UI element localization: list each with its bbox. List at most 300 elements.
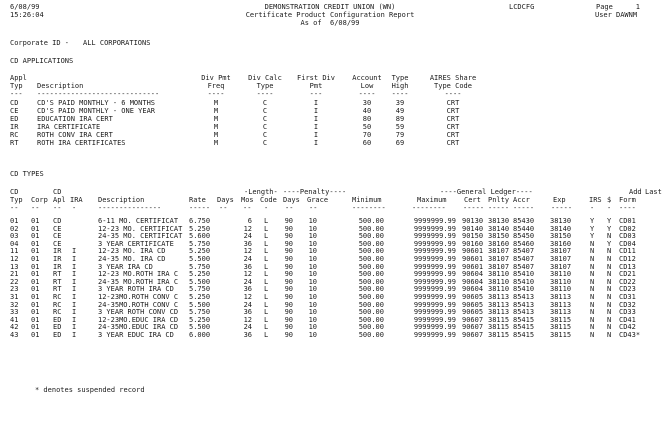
cell-rate: 5.250 <box>189 270 211 279</box>
cell-mos: 36 <box>243 239 252 248</box>
cell-cd-apl: ED <box>53 315 62 324</box>
cell-mos: 24 <box>243 300 252 309</box>
cell-ira: I <box>72 300 77 309</box>
user-id: DAWNM <box>616 11 638 19</box>
col-irs-header: IRS <box>589 196 602 204</box>
cell-minimum: 500.00 <box>358 277 384 286</box>
cell-add-dollar: Y <box>607 239 612 248</box>
col-div-calc-header: Type <box>256 82 274 90</box>
dash-rule: ----------------------------- <box>37 90 160 98</box>
cell-cd-apl: IR <box>53 255 62 263</box>
cell-div-pmt-freq: M <box>213 107 219 115</box>
cell-account-low: 40 <box>362 107 372 115</box>
cell-cd-type: 41 <box>10 315 19 324</box>
cell-irs: N <box>590 331 595 339</box>
page-label: Page <box>596 3 613 11</box>
cell-irs: N <box>590 247 595 256</box>
cell-gl-accr: 85413 <box>513 308 535 317</box>
cell-mos: 24 <box>243 323 252 332</box>
cell-gl-cert: 90160 <box>462 239 484 248</box>
cell-maximum: 9999999.99 <box>413 293 456 301</box>
cell-add-dollar: N <box>607 293 612 301</box>
col-form-header: Form <box>619 196 636 204</box>
cell-irs: N <box>590 323 595 332</box>
cell-cd-apl: RT <box>53 277 62 286</box>
cell-corp: 01 <box>31 331 40 339</box>
cell-aires-code: CRT <box>446 123 460 131</box>
last-group-header: Last <box>645 188 662 196</box>
cell-minimum: 500.00 <box>358 217 384 225</box>
cell-grace: 10 <box>308 300 317 309</box>
dash-rule: - <box>590 204 595 212</box>
col-pnlty-header: Pnlty <box>488 196 510 204</box>
cell-last-form: CD11 <box>619 247 636 256</box>
cell-mos: 12 <box>243 293 252 301</box>
cell-penalty-days: 90 <box>284 331 293 339</box>
cell-grace: 10 <box>308 232 317 241</box>
dash-rule: -- <box>10 204 19 212</box>
cell-description: 6-11 MO. CERTIFICAT <box>98 217 179 225</box>
cell-corp: 01 <box>31 270 40 279</box>
cell-aires-code: CRT <box>446 99 460 107</box>
report-title: Certificate Product Configuration Report <box>245 11 415 19</box>
cell-rate: 5.500 <box>189 255 211 263</box>
col-cd-header: CD <box>10 188 19 196</box>
cell-description: 3 YEAR ROTH IRA CD <box>98 285 174 294</box>
cell-penalty-days: 90 <box>284 285 293 294</box>
cell-gl-cert: 90607 <box>462 331 484 339</box>
applications-title: CD APPLICATIONS <box>10 57 74 65</box>
cell-cd-type: 21 <box>10 270 19 279</box>
cell-div-calc-type: C <box>262 123 268 131</box>
cell-code: L <box>264 331 269 339</box>
cell-add-dollar: N <box>607 300 612 309</box>
cell-penalty-days: 90 <box>284 300 293 309</box>
cell-gl-pnlty: 38113 <box>488 308 510 317</box>
cell-last-form: CD22 <box>619 277 636 286</box>
dash-rule: - <box>264 204 269 212</box>
cell-code: L <box>264 323 269 332</box>
cell-gl-cert: 90605 <box>462 308 484 317</box>
cell-cd-type: 01 <box>10 217 19 225</box>
as-of-date: As of 6/08/99 <box>300 19 360 27</box>
cell-corp: 01 <box>31 232 40 241</box>
cell-rate: 5.600 <box>189 232 211 241</box>
col-ira-header: IRA <box>70 196 83 204</box>
cell-aires-code: CRT <box>446 107 460 115</box>
cell-grace: 10 <box>308 247 317 256</box>
cell-gl-pnlty: 38115 <box>488 315 510 324</box>
cell-aires-code: CRT <box>446 131 460 139</box>
user-label: User <box>595 11 612 19</box>
cell-gl-exp: 38110 <box>550 277 572 286</box>
cell-penalty-days: 90 <box>284 277 293 286</box>
cell-cd-type: 33 <box>10 308 19 317</box>
dash-rule: ---- <box>358 90 376 98</box>
col-corp-header: Corp <box>31 196 48 204</box>
cell-gl-exp: 38140 <box>550 224 572 233</box>
cell-maximum: 9999999.99 <box>413 239 456 248</box>
cell-corp: 01 <box>31 217 40 225</box>
cell-mos: 36 <box>243 285 252 294</box>
cell-gl-exp: 38113 <box>550 300 572 309</box>
cell-add-dollar: N <box>607 262 612 271</box>
cell-corp: 01 <box>31 300 40 309</box>
cell-corp: 01 <box>31 323 40 332</box>
cell-last-form: CD43* <box>619 331 641 339</box>
cell-add-dollar: N <box>607 308 612 317</box>
cell-penalty-days: 90 <box>284 315 293 324</box>
cell-gl-cert: 90607 <box>462 315 484 324</box>
cell-ira: I <box>72 262 77 271</box>
cell-gl-cert: 90605 <box>462 293 484 301</box>
cell-account-low: 50 <box>362 123 372 131</box>
cell-gl-cert: 90140 <box>462 224 484 233</box>
cell-minimum: 500.00 <box>358 293 384 301</box>
cell-description: 24-35MO.EDUC IRA CD <box>98 323 179 332</box>
cell-mos: 12 <box>243 315 252 324</box>
cell-last-form: CD32 <box>619 300 636 309</box>
cell-gl-cert: 90130 <box>462 217 484 225</box>
cell-gl-pnlty: 38113 <box>488 300 510 309</box>
cell-gl-exp: 38115 <box>550 331 572 339</box>
cell-rate: 5.250 <box>189 247 211 256</box>
cell-cd-type: 12 <box>10 255 19 263</box>
cell-description: 24-35 MO. IRA CD <box>98 255 166 263</box>
col-description-header: Description <box>98 196 145 204</box>
cell-last-form: CD04 <box>619 239 636 248</box>
cell-gl-exp: 38110 <box>550 270 572 279</box>
cell-add-dollar: Y <box>607 224 612 233</box>
dash-rule: -------- <box>352 204 386 212</box>
cell-description: 12-23 MO. CERTIFICAT <box>98 224 183 233</box>
cell-penalty-days: 90 <box>284 270 293 279</box>
cell-last-form: CD31 <box>619 293 636 301</box>
cell-gl-cert: 90604 <box>462 277 484 286</box>
cell-gl-pnlty: 38115 <box>488 323 510 332</box>
cell-corp: 01 <box>31 293 40 301</box>
cell-cd-apl: IR <box>53 262 62 271</box>
cell-cd-type: 03 <box>10 232 19 241</box>
cell-div-pmt-freq: M <box>213 131 219 139</box>
cell-cd-type: 04 <box>10 239 19 248</box>
cell-gl-exp: 38107 <box>550 247 572 256</box>
cell-cd-apl: CE <box>53 239 62 248</box>
dash-rule: -- <box>285 204 294 212</box>
gl-group-header: ----General Ledger---- <box>440 188 533 196</box>
cell-account-low: 60 <box>362 139 372 147</box>
cell-cd-type: 22 <box>10 277 19 286</box>
cell-code: L <box>264 247 269 256</box>
cell-grace: 10 <box>308 315 317 324</box>
cell-corp: 01 <box>31 277 40 286</box>
cell-last-form: CD02 <box>619 224 636 233</box>
cell-gl-exp: 38160 <box>550 239 572 248</box>
cell-mos: 12 <box>243 247 252 256</box>
cell-grace: 10 <box>308 270 317 279</box>
cell-corp: 01 <box>31 285 40 294</box>
cell-div-calc-type: C <box>262 139 268 147</box>
col-cd-apl-header: Apl <box>53 196 66 204</box>
col-grace-header: Grace <box>307 196 329 204</box>
cell-appl-type: CE <box>10 107 19 115</box>
cell-cd-type: 32 <box>10 300 19 309</box>
cell-cd-apl: IR <box>53 247 62 256</box>
cell-grace: 10 <box>308 224 317 233</box>
cell-last-form: CD13 <box>619 262 636 271</box>
cell-corp: 01 <box>31 308 40 317</box>
cell-mos: 24 <box>243 255 252 263</box>
cell-description: IRA CERTIFICATE <box>37 123 101 131</box>
cell-gl-cert: 90607 <box>462 323 484 332</box>
cell-gl-pnlty: 38113 <box>488 293 510 301</box>
cell-irs: N <box>590 277 595 286</box>
cell-irs: N <box>590 300 595 309</box>
col-appl-header: Typ <box>10 82 23 90</box>
cell-ira: I <box>72 270 77 279</box>
cell-first-div-pmt: I <box>313 139 319 147</box>
cell-maximum: 9999999.99 <box>413 217 456 225</box>
cell-gl-accr: 85407 <box>513 255 535 263</box>
cell-last-form: CD33 <box>619 308 636 317</box>
cell-irs: N <box>590 315 595 324</box>
dash-rule: ---- <box>619 204 636 212</box>
col-description-header: Description <box>37 82 84 90</box>
cell-grace: 10 <box>308 308 317 317</box>
cell-gl-cert: 90605 <box>462 300 484 309</box>
cell-code: L <box>264 255 269 263</box>
cell-description: ROTH CONV IRA CERT <box>37 131 113 139</box>
cell-appl-type: ED <box>10 115 19 123</box>
cell-rate: 6.000 <box>189 331 211 339</box>
cell-first-div-pmt: I <box>313 107 319 115</box>
cell-type-high: 59 <box>395 123 405 131</box>
add-group-header: Add <box>629 188 642 196</box>
corporate-value: ALL CORPORATIONS <box>83 39 151 47</box>
cell-ira: I <box>72 293 77 301</box>
cell-description: 12-23 MO.ROTH IRA C <box>98 270 179 279</box>
cell-irs: N <box>590 239 595 248</box>
cell-gl-pnlty: 38115 <box>488 331 510 339</box>
col-penalty-days-header: Days <box>283 196 300 204</box>
cell-cd-type: 43 <box>10 331 19 339</box>
cell-gl-accr: 85410 <box>513 277 535 286</box>
cell-gl-accr: 85450 <box>513 232 535 241</box>
cell-gl-accr: 85415 <box>513 315 535 324</box>
cell-irs: N <box>590 270 595 279</box>
col-div-pmt-header: Div Pmt <box>201 74 231 82</box>
cell-gl-pnlty: 38160 <box>488 239 510 248</box>
col-minimum-header: Minimum <box>352 196 382 204</box>
cell-gl-accr: 85413 <box>513 300 535 309</box>
cell-gl-exp: 38107 <box>550 255 572 263</box>
cell-gl-pnlty: 38107 <box>488 247 510 256</box>
cell-maximum: 9999999.99 <box>413 315 456 324</box>
dash-rule: -- <box>309 204 318 212</box>
org-name: DEMONSTRATION CREDIT UNION (WN) <box>264 3 396 11</box>
cell-minimum: 500.00 <box>358 255 384 263</box>
cell-gl-cert: 90604 <box>462 285 484 294</box>
cell-irs: N <box>590 308 595 317</box>
cell-maximum: 9999999.99 <box>413 285 456 294</box>
cell-ira: I <box>72 308 77 317</box>
cell-add-dollar: N <box>607 247 612 256</box>
corporate-label: Corporate ID - <box>10 39 70 47</box>
cell-gl-exp: 38107 <box>550 262 572 271</box>
cell-minimum: 500.00 <box>358 308 384 317</box>
cell-div-pmt-freq: M <box>213 139 219 147</box>
cell-ira: I <box>72 285 77 294</box>
cell-type-high: 89 <box>395 115 405 123</box>
cell-add-dollar: N <box>607 323 612 332</box>
cell-cd-apl: RT <box>53 285 62 294</box>
dash-rule: -------- <box>412 204 446 212</box>
cell-gl-pnlty: 38130 <box>488 217 510 225</box>
cell-rate: 5.750 <box>189 308 211 317</box>
cell-code: L <box>264 300 269 309</box>
cell-rate: 5.750 <box>189 285 211 294</box>
cell-rate: 5.500 <box>189 277 211 286</box>
cell-description: 3 YEAR IRA CD <box>98 262 153 271</box>
cell-gl-cert: 90601 <box>462 255 484 263</box>
cell-rate: 5.500 <box>189 323 211 332</box>
cell-first-div-pmt: I <box>313 131 319 139</box>
dash-rule: ----- <box>189 204 211 212</box>
penalty-group-header: ----Penalty---- <box>283 188 347 196</box>
cell-cd-apl: RT <box>53 270 62 279</box>
cell-appl-type: RC <box>10 131 19 139</box>
cell-grace: 10 <box>308 217 317 225</box>
cell-grace: 10 <box>308 255 317 263</box>
cell-gl-accr: 85415 <box>513 323 535 332</box>
cell-description: 3 YEAR EDUC IRA CD <box>98 331 174 339</box>
cell-gl-cert: 90604 <box>462 270 484 279</box>
cell-description: CD'S PAID MONTHLY - 6 MONTHS <box>37 99 156 107</box>
cell-minimum: 500.00 <box>358 331 384 339</box>
cell-maximum: 9999999.99 <box>413 262 456 271</box>
cell-cd-apl: CE <box>53 232 62 241</box>
cell-aires-code: CRT <box>446 115 460 123</box>
cell-description: CD'S PAID MONTHLY - ONE YEAR <box>37 107 156 115</box>
cell-maximum: 9999999.99 <box>413 224 456 233</box>
cell-irs: Y <box>590 224 595 233</box>
program-id: LCDCFG <box>509 3 535 11</box>
cell-mos: 36 <box>243 331 252 339</box>
cell-gl-cert: 90150 <box>462 232 484 241</box>
cell-ira: I <box>72 331 77 339</box>
cell-irs: Y <box>590 217 595 225</box>
col-first-div-header: Pmt <box>309 82 323 90</box>
cell-gl-accr: 85460 <box>513 239 535 248</box>
col-div-pmt-header: Freq <box>207 82 225 90</box>
cell-rate: 5.500 <box>189 300 211 309</box>
dash-rule: -- <box>31 204 40 212</box>
cell-gl-accr: 85430 <box>513 217 535 225</box>
cell-first-div-pmt: I <box>313 99 319 107</box>
cell-div-calc-type: C <box>262 99 268 107</box>
cell-penalty-days: 90 <box>284 247 293 256</box>
cell-corp: 01 <box>31 224 40 233</box>
cell-code: L <box>264 239 269 248</box>
cell-gl-pnlty: 38107 <box>488 262 510 271</box>
cell-description: 12-23 MO. IRA CD <box>98 247 166 256</box>
cell-code: L <box>264 232 269 241</box>
cell-add-dollar: N <box>607 232 612 241</box>
cell-mos: 36 <box>243 308 252 317</box>
cell-cd-type: 31 <box>10 293 19 301</box>
col-exp-header: Exp <box>553 196 566 204</box>
cell-ira: I <box>72 277 77 286</box>
cell-grace: 10 <box>308 262 317 271</box>
col-code-header: Code <box>260 196 277 204</box>
cell-minimum: 500.00 <box>358 300 384 309</box>
col-mos-header: Mos <box>241 196 254 204</box>
cell-rate: 6.750 <box>189 217 211 225</box>
cell-code: L <box>264 270 269 279</box>
cell-gl-accr: 85410 <box>513 285 535 294</box>
cell-maximum: 9999999.99 <box>413 308 456 317</box>
cell-add-dollar: N <box>607 285 612 294</box>
cell-ira: I <box>72 323 77 332</box>
cell-div-pmt-freq: M <box>213 115 219 123</box>
cell-last-form: CD42 <box>619 323 636 332</box>
cell-last-form: CD23 <box>619 285 636 294</box>
col-add-dollar-header: $ <box>607 196 612 204</box>
cell-gl-exp: 38113 <box>550 293 572 301</box>
cell-gl-exp: 38130 <box>550 217 572 225</box>
cell-ira: I <box>72 255 77 263</box>
cell-last-form: CD41 <box>619 315 636 324</box>
cell-description: 12-23MO.EDUC IRA CD <box>98 315 179 324</box>
cell-mos: 24 <box>243 277 252 286</box>
cell-add-dollar: N <box>607 277 612 286</box>
dash-rule: ----- <box>488 204 510 212</box>
col-cd-apl-header: CD <box>53 188 62 196</box>
cell-type-high: 79 <box>395 131 405 139</box>
dash-rule: -- <box>219 204 228 212</box>
cell-grace: 10 <box>308 277 317 286</box>
col-type-header: Type <box>391 74 409 82</box>
cell-description: 24-35MO.ROTH CONV C <box>98 300 179 309</box>
cell-description: 3 YEAR ROTH CONV CD <box>98 308 179 317</box>
cell-penalty-days: 90 <box>284 217 293 225</box>
cell-code: L <box>264 285 269 294</box>
cell-gl-pnlty: 38110 <box>488 277 510 286</box>
cell-rate: 5.250 <box>189 293 211 301</box>
cell-maximum: 9999999.99 <box>413 270 456 279</box>
cell-appl-type: RT <box>10 139 19 147</box>
page-number: 1 <box>635 3 640 11</box>
cell-code: L <box>264 315 269 324</box>
cell-maximum: 9999999.99 <box>413 232 456 241</box>
cell-cd-type: 42 <box>10 323 19 332</box>
cell-description: 24-35 MO. CERTIFICAT <box>98 232 183 241</box>
cell-div-pmt-freq: M <box>213 99 219 107</box>
cell-gl-pnlty: 38140 <box>488 224 510 233</box>
cell-rate: 5.250 <box>189 224 211 233</box>
cell-irs: N <box>590 293 595 301</box>
cell-last-form: CD21 <box>619 270 636 279</box>
cell-cd-apl: ED <box>53 331 62 339</box>
cell-cd-apl: ED <box>53 323 62 332</box>
cell-maximum: 9999999.99 <box>413 323 456 332</box>
cell-gl-pnlty: 38150 <box>488 232 510 241</box>
cell-mos: 12 <box>243 270 252 279</box>
cell-account-low: 70 <box>362 131 372 139</box>
cell-gl-exp: 38115 <box>550 315 572 324</box>
col-rate-header: Rate <box>189 196 206 204</box>
cell-gl-exp: 38113 <box>550 308 572 317</box>
